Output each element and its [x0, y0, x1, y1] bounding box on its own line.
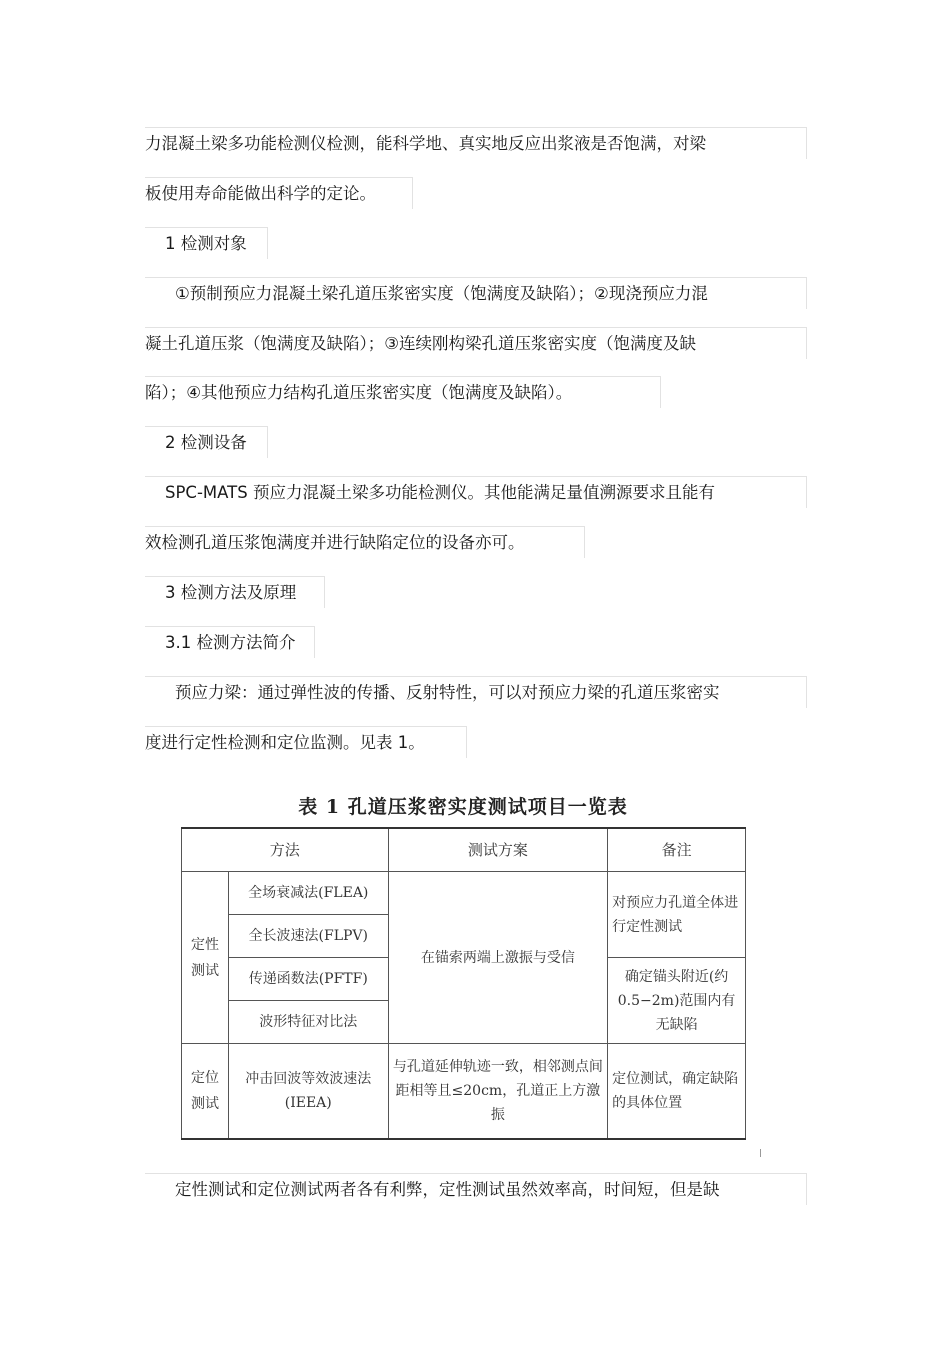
- section-heading: 2 检测设备: [145, 426, 268, 458]
- paragraph-line: 度进行定性检测和定位监测。见表 1。: [145, 726, 467, 758]
- paragraph-line: 定性测试和定位测试两者各有利弊，定性测试虽然效率高，时间短，但是缺: [145, 1173, 807, 1205]
- table-row: [182, 1044, 746, 1140]
- header-remark: 备注: [608, 828, 746, 872]
- category-positioning: 定位测试: [182, 1044, 229, 1140]
- remark-cell: 确定锚头附近(约 0.5−2m)范围内有无缺陷: [608, 958, 746, 1044]
- category-qualitative: 定性测试: [182, 872, 229, 1044]
- paragraph-line: 凝土孔道压浆（饱满度及缺陷）；③连续刚构梁孔道压浆密实度（饱满度及缺: [145, 327, 807, 359]
- paragraph-line: 板使用寿命能做出科学的定论。: [145, 177, 413, 209]
- test-items-table: [181, 827, 746, 1140]
- paragraph-line: SPC-MATS 预应力混凝土梁多功能检测仪。其他能满足量值溯源要求且能有: [145, 476, 807, 508]
- method-cell: 全长波速法(FLPV): [228, 915, 388, 958]
- method-cell: 波形特征对比法: [228, 1001, 388, 1044]
- table-title: 表 1 孔道压浆密实度测试项目一览表: [298, 796, 628, 818]
- paragraph-line: ①预制预应力混凝土梁孔道压浆密实度（饱满度及缺陷）；②现浇预应力混: [145, 277, 807, 309]
- method-cell: 传递函数法(PFTF): [228, 958, 388, 1001]
- table-header-row: [182, 828, 746, 872]
- section-heading: 3 检测方法及原理: [145, 576, 325, 608]
- paragraph-line: 效检测孔道压浆饱满度并进行缺陷定位的设备亦可。: [145, 526, 585, 558]
- scheme-cell: 在锚索两端上激振与受信: [388, 872, 608, 1044]
- subsection-heading: 3.1 检测方法简介: [145, 626, 315, 658]
- remark-cell: 定位测试，确定缺陷的具体位置: [608, 1044, 746, 1140]
- method-cell: 全场衰减法(FLEA): [228, 872, 388, 915]
- paragraph-line: 陷）；④其他预应力结构孔道压浆密实度（饱满度及缺陷）。: [145, 376, 661, 408]
- paragraph-line: 预应力梁：通过弹性波的传播、反射特性，可以对预应力梁的孔道压浆密实: [145, 676, 807, 708]
- margin-mark: [760, 1149, 761, 1157]
- section-heading: 1 检测对象: [145, 227, 268, 259]
- paragraph-line: 力混凝土梁多功能检测仪检测，能科学地、真实地反应出浆液是否饱满，对梁: [145, 127, 807, 159]
- method-cell: 冲击回波等效波速法(IEEA): [228, 1044, 388, 1140]
- table-row: [182, 872, 746, 915]
- header-scheme: 测试方案: [388, 828, 608, 872]
- header-method: 方法: [182, 828, 389, 872]
- remark-cell: 对预应力孔道全体进行定性测试: [608, 872, 746, 958]
- scheme-cell: 与孔道延伸轨迹一致，相邻测点间距相等且≤20cm，孔道正上方激振: [388, 1044, 608, 1140]
